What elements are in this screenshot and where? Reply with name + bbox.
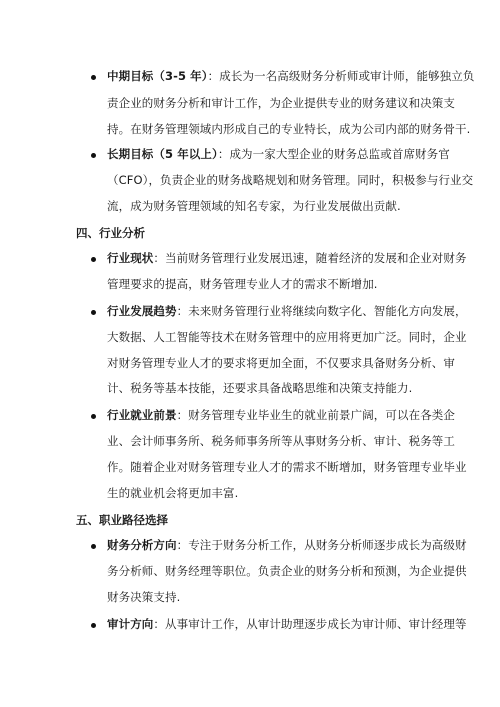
list-item-line <box>107 251 467 265</box>
bullet-icon <box>91 623 96 628</box>
list-item-line <box>107 147 450 161</box>
section-heading-industry-analysis: 四、行业分析 <box>76 226 145 240</box>
list-item-text: 责企业的财务分析和审计工作，为企业提供专业的财务建议和决策支 <box>107 96 455 110</box>
list-item-line <box>107 304 467 318</box>
list-item-line <box>107 408 455 422</box>
list-item-title: 财务分析方向 <box>107 538 177 552</box>
list-item-text: 对财务管理专业人才的要求将更加全面，不仅要求具备财务分析、审 <box>107 356 455 370</box>
bullet-icon <box>91 153 96 158</box>
list-item-text: 财务决策支持. <box>107 590 181 604</box>
list-item-line <box>107 69 474 83</box>
list-item-line <box>107 617 467 631</box>
list-item-text: 计、税务等基本技能，还要求具备战略思维和决策支持能力. <box>107 381 413 395</box>
list-item-text: 生的就业机会将更加丰富. <box>107 486 239 500</box>
bullet-icon <box>91 257 96 262</box>
list-item-text: ：专注于财务分析工作，从财务分析师逐步成长为高级财 <box>176 538 467 552</box>
list-item-line <box>107 538 467 552</box>
list-item-text: ：当前财务管理行业发展迅速，随着经济的发展和企业对财务 <box>153 251 467 265</box>
list-item-text: 作。随着企业对财务管理专业人才的需求不断增加，财务管理专业毕业 <box>107 460 467 474</box>
list-item-text: 持。在财务管理领域内形成自己的专业特长，成为公司内部的财务骨干. <box>107 122 471 136</box>
section-heading-career-path: 五、职业路径选择 <box>76 513 168 527</box>
list-item-title: 行业就业前景 <box>107 408 177 422</box>
list-item-title: 长期目标（5 年以上） <box>107 147 218 161</box>
list-item-text: 务分析师、财务经理等职位。负责企业的财务分析和预测，为企业提供 <box>107 564 467 578</box>
list-item-text: 业、会计师事务所、税务师事务所等从事财务分析、审计、税务等工 <box>107 434 455 448</box>
list-item-text: 流，成为财务管理领域的知名专家，为行业发展做出贡献. <box>107 199 401 213</box>
list-item-text: 管理要求的提高，财务管理专业人才的需求不断增加. <box>107 277 378 291</box>
list-item-text: ：从事审计工作，从审计助理逐步成长为审计师、审计经理等 <box>153 617 467 631</box>
bullet-icon <box>91 544 96 549</box>
list-item-title: 审计方向 <box>107 617 154 631</box>
list-item-title: 中期目标（3-5 年） <box>107 69 208 83</box>
bullet-icon <box>91 414 96 419</box>
list-item-text: ：成长为一名高级财务分析师或审计师，能够独立负 <box>207 69 475 83</box>
list-item-text: ：未来财务管理行业将继续向数字化、智能化方向发展， <box>176 304 467 318</box>
list-item-text: ：成为一家大型企业的财务总监或首席财务官 <box>217 147 450 161</box>
bullet-icon <box>91 310 96 315</box>
list-item-text: 大数据、人工智能等技术在财务管理中的应用将更加广泛。同时，企业 <box>107 330 467 344</box>
list-item-text: （CFO），负责企业的财务战略规划和财务管理。同时，积极参与行业交 <box>107 173 474 187</box>
list-item-title: 行业发展趋势 <box>107 304 177 318</box>
list-item-text: ：财务管理专业毕业生的就业前景广阔，可以在各类企 <box>176 408 456 422</box>
list-item-title: 行业现状 <box>107 251 154 265</box>
bullet-icon <box>91 75 96 80</box>
